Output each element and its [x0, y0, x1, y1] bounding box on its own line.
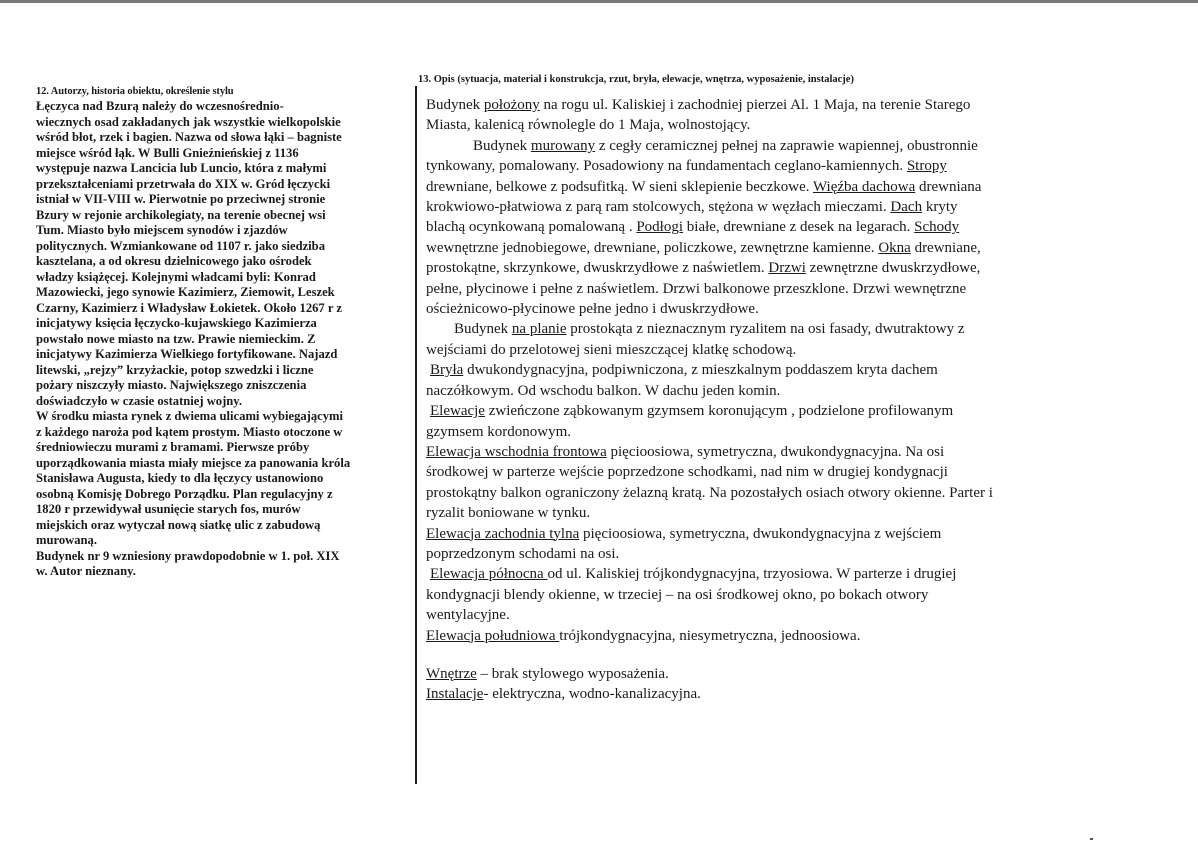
text-line: ościeżnicowo-płycinowe pełne jedno i dwuskrzydłowe. — [426, 301, 759, 318]
text-line: Elewacje zwieńczone ząbkowanym gzymsem koronującym , podzielone profilowanym — [430, 403, 954, 420]
text-line: istniał w VII-VIII w. Pierwotnie po przeciwnej stronie — [36, 192, 326, 206]
text-line: 1820 r przewidywał usunięcie starych fos, murów — [36, 502, 301, 516]
section-12-body — [36, 99, 408, 580]
text-line: Instalacje- elektryczna, wodno-kanalizacyjna. — [426, 686, 701, 703]
text-line: wiecznych osad zakładanych jak wszystkie wielkopolskie — [36, 114, 341, 129]
keyword-elewacja-poludniowa: Elewacja południowa — [426, 627, 560, 644]
section-13-body — [418, 95, 1138, 705]
keyword-okna: Okna — [878, 239, 911, 256]
keyword-tylna: tylna — [549, 525, 580, 542]
text-line: Tum. Miasto było miejscem synodów i zjazdów — [36, 223, 288, 237]
text-line: tynkowany, pomalowany. Posadowiony na fundamentach ceglano-kamiennych. Stropy — [426, 158, 947, 175]
text-line: ryzalit boniowane w tynku. — [426, 505, 591, 522]
section-12-column — [36, 86, 408, 580]
text-line: Elewacja północna od ul. Kaliskiej trójkondygnacyjna, trzyosiowa. W parterze i drugiej — [430, 566, 957, 583]
text-line: Budynek murowany z cegły ceramicznej pełnej na zaprawie wapiennej, obustronnie — [473, 137, 978, 154]
text-line: Mazowiecki, jego synowie Kazimierz, Ziemowit, Leszek — [36, 285, 335, 299]
text-line: Budynek na planie prostokąta z nieznacznym ryzalitem na osi fasady, dwutraktowy z — [454, 321, 965, 338]
text-line: Elewacja zachodnia tylna pięcioosiowa, symetryczna, dwukondygnacyjna z wejściem — [426, 525, 942, 542]
text-line: wśród błot, rzek i bagien. Nazwa od słowa łąki – bagniste — [36, 130, 342, 144]
text-line: pełne, płycinowe i pełne z naświetlem. Drzwi balkonowe przeszklone. Drzwi wewnętrzne — [426, 280, 967, 297]
text-line: inicjatywy księcia łęczycko-kujawskiego Kazimierza — [36, 316, 317, 330]
text-line: Bryła dwukondygnacyjna, podpiwniczona, z mieszkalnym poddaszem kryta dachem — [430, 362, 938, 379]
keyword-wnetrze: Wnętrze — [426, 665, 477, 682]
keyword-instalacje: Instalacje — [426, 686, 484, 703]
text-line: Elewacja południowa trójkondygnacyjna, niesymetryczna, jednoosiowa. — [426, 627, 861, 644]
keyword-murowany: murowany — [530, 137, 596, 154]
text-line: Stanisława Augusta, kiedy to dla łęczycy ustanowiono — [36, 471, 324, 485]
text-line: wewnętrzne jednobiegowe, drewniane, policzkowe, zewnętrzne kamienne. Okna drewniane, — [426, 239, 981, 256]
text-line: Budynek nr 9 wzniesiony prawdopodobnie w 1. poł. XIX — [36, 548, 340, 563]
text-line: blachą ocynkowaną pomalowaną . Podłogi białe, drewniane z desek na legarach. Schody — [426, 219, 960, 236]
text-line: Łęczyca nad Bzurą należy do wczesnośrednio- — [36, 99, 284, 113]
text-line: krokwiowo-płatwiowa z parą ram stolcowych, stężona w węzłach mieczami. Dach kryty — [426, 199, 958, 216]
text-line: inicjatywy Kazimierza Wielkiego fortyfikowane. Najazd — [36, 347, 338, 361]
section-12-heading: 12. Autorzy, historia obiektu, określenie stylu — [36, 86, 234, 97]
keyword-wiezba: Więźba dachowa — [812, 178, 916, 195]
text-line: miejskich oraz wytyczał nową siatkę ulic z zabudową — [36, 517, 321, 532]
text-line: politycznych. Wzmiankowane od 1107 r. jako siedziba — [36, 238, 325, 253]
text-line: powstało nowe miasto na tzw. Prawie niemieckim. Z — [36, 331, 316, 346]
text-line: uporządkowania miasta miały miejsce za panowania króla — [36, 455, 351, 470]
text-line: wejściami do przelotowej sieni mieszczącej klatkę schodową. — [426, 341, 797, 358]
text-line: osobną Komisję Dobrego Porządku. Plan regulacyjny z — [36, 486, 333, 501]
keyword-elewacja-polnocna: Elewacja północna — [430, 566, 548, 583]
text-line: średniowieczu murami z bramami. Pierwsze próby — [36, 440, 310, 454]
keyword-polozony: położony — [483, 97, 540, 113]
text-line: pożary niszczyły miasto. Największego zniszczenia — [36, 378, 307, 392]
text-line: środkowej w parterze wejście poprzedzone schodkami, nad nim w drugiej kondygnacji — [426, 464, 948, 481]
text-line: prostokątne, skrzynkowe, dwuskrzydłowe z naświetlem. Drzwi zewnętrzne dwuskrzydłowe, — [426, 260, 981, 277]
keyword-stropy: Stropy — [906, 158, 947, 175]
text-line: drewniane, belkowe z podsufitką. W sieni sklepienie beczkowe. Więźba dachowa drewniana — [426, 178, 982, 195]
text-line: miejsce wśród łąk. W Bulli Gnieźnieńskiej z 1136 — [36, 145, 299, 160]
text-line: W środku miasta rynek z dwiema ulicami wybiegającymi — [36, 409, 344, 423]
text-line: Elewacja wschodnia frontowa pięcioosiowa, symetryczna, dwukondygnacyjna. Na osi — [426, 443, 945, 460]
section-13-column — [418, 74, 1138, 705]
paragraph-gap — [418, 646, 1138, 664]
text-line: Bzury w rejonie archikolegiaty, na terenie obecnej wsi — [36, 207, 326, 222]
text-line: Wnętrze – brak stylowego wyposażenia. — [426, 665, 669, 682]
text-line: kondygnacji blendy okienne, w trzeciej – na osi środkowej okno, po bokach otwory — [426, 586, 929, 603]
text-line: Czarny, Kazimierz i Władysław Łokietek. Około 1267 r z — [36, 300, 342, 315]
section-13-heading: 13. Opis (sytuacja, materiał i konstrukcja, rzut, bryła, elewacje, wnętrza, wyposażenie, instalacje) — [418, 74, 854, 85]
keyword-bryla: Bryła — [430, 362, 464, 379]
text-line: naczółkowym. Od wschodu balkon. W dachu jeden komin. — [426, 382, 781, 399]
text-line: litewski, „rejzy” krzyżackie, potop szwedzki i liczne — [36, 362, 314, 377]
scan-speck — [1090, 838, 1093, 840]
text-line: gzymsem kordonowym. — [426, 423, 571, 440]
keyword-podlogi: Podłogi — [636, 219, 684, 236]
text-line: z każdego naroża pod kątem prostym. Miasto otoczone w — [36, 424, 343, 439]
text-line: murowaną. — [36, 533, 97, 547]
keyword-elewacje: Elewacje — [430, 403, 485, 420]
text-line: poprzedzonym schodami na osi. — [426, 545, 620, 562]
scan-top-edge — [0, 0, 1198, 3]
text-line: władzy książęcej. Kolejnymi władcami byli: Konrad — [36, 269, 316, 284]
text-line: w. Autor nieznany. — [36, 564, 136, 578]
text-line: Miasta, kalenicą równolegle do 1 Maja, wolnostojący. — [426, 117, 751, 134]
text-line: Budynek położony na rogu ul. Kaliskiej i zachodniej pierzei Al. 1 Maja, na terenie Starego — [426, 97, 971, 113]
keyword-schody: Schody — [914, 219, 960, 236]
keyword-elewacja-wschodnia: Elewacja wschodnia frontowa — [426, 443, 607, 460]
text-line: doświadczyło w czasie ostatniej wojny. — [36, 393, 243, 408]
keyword-na-planie: na planie — [511, 321, 567, 338]
text-line: prostokątny balkon ograniczony żelazną kratą. Na pozostałych osiach otwory okienne. Parter i — [426, 484, 993, 501]
text-line: wentylacyjne. — [426, 607, 510, 624]
keyword-dach: Dach — [890, 199, 923, 216]
keyword-elewacja-zachodnia: Elewacja zachodnia — [426, 525, 550, 542]
column-divider — [415, 86, 417, 784]
text-line: przekształceniami przetrwała do XIX w. Gród łęczycki — [36, 176, 331, 191]
text-line: kasztelana, a od okresu dzielnicowego jako ośrodek — [36, 254, 312, 268]
text-line: występuje nazwa Lancicia lub Luncio, która z małymi — [36, 161, 327, 175]
keyword-drzwi: Drzwi — [768, 260, 806, 277]
